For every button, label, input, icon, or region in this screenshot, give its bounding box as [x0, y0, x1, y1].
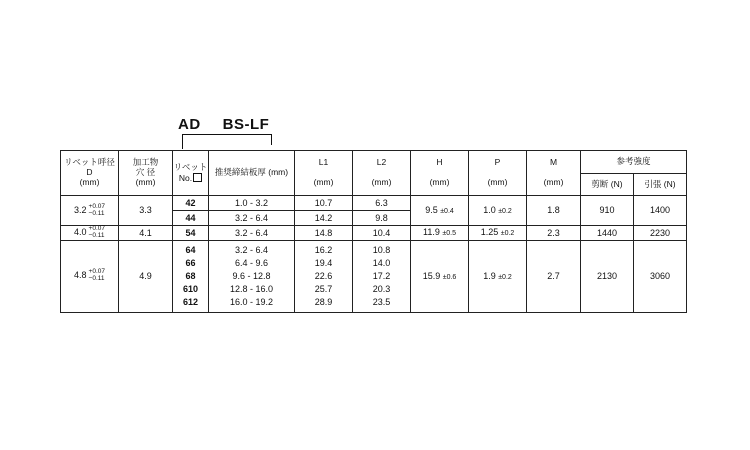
hole-cell: 3.3	[119, 196, 173, 226]
header-p: P (mm)	[469, 151, 527, 196]
grip-cell: 3.2 - 6.4 6.4 - 9.6 9.6 - 12.8 12.8 - 16.0 16.0 - 19.2	[209, 240, 295, 312]
p-cell: 1.0 ±0.2	[469, 196, 527, 226]
grip-cell: 3.2 - 6.4	[209, 211, 295, 226]
grip-cell: 1.0 - 3.2	[209, 196, 295, 211]
header-l1: L1 (mm)	[295, 151, 353, 196]
table-row	[61, 196, 687, 211]
p-cell: 1.9 ±0.2	[469, 240, 527, 312]
l1-cell: 10.7	[295, 196, 353, 211]
table-row	[61, 240, 687, 312]
l2-cell: 6.3	[353, 196, 411, 211]
diameter-cell: 4.0 +0.07 −0.11	[61, 226, 119, 241]
m-cell: 1.8	[527, 196, 581, 226]
hole-cell: 4.1	[119, 226, 173, 241]
header-hole: 加工物 穴 径 (mm)	[119, 151, 173, 196]
table-row	[61, 226, 687, 241]
l1-cell: 16.2 19.4 22.6 25.7 28.9	[295, 240, 353, 312]
header-shear: 剪断 (N)	[581, 174, 634, 196]
title-suffix: BS-LF	[222, 116, 270, 133]
header-grip: 推奨締結板厚 (mm)	[209, 151, 295, 196]
header-m: M (mm)	[527, 151, 581, 196]
diameter-cell: 4.8 +0.07 −0.11	[61, 240, 119, 312]
title-bracket	[182, 134, 272, 149]
tensile-cell: 1400	[634, 196, 687, 226]
rivet-no-cell: 42	[173, 196, 209, 211]
h-cell: 11.9 ±0.5	[411, 226, 469, 241]
product-title	[178, 116, 269, 133]
p-cell: 1.25 ±0.2	[469, 226, 527, 241]
l1-cell: 14.8	[295, 226, 353, 241]
header-strength: 参考強度	[581, 151, 687, 174]
shear-cell: 910	[581, 196, 634, 226]
box-symbol-icon	[193, 173, 202, 182]
rivet-no-cell: 54	[173, 226, 209, 241]
tensile-cell: 2230	[634, 226, 687, 241]
header-rivet-no: リベット No.	[173, 151, 209, 196]
l1-cell: 14.2	[295, 211, 353, 226]
hole-cell: 4.9	[119, 240, 173, 312]
shear-cell: 1440	[581, 226, 634, 241]
header-h: H (mm)	[411, 151, 469, 196]
m-cell: 2.7	[527, 240, 581, 312]
l2-cell: 10.4	[353, 226, 411, 241]
grip-cell: 3.2 - 6.4	[209, 226, 295, 241]
header-l2: L2 (mm)	[353, 151, 411, 196]
rivet-no-cell: 44	[173, 211, 209, 226]
h-cell: 15.9 ±0.6	[411, 240, 469, 312]
title-prefix: AD	[178, 116, 201, 133]
l2-cell: 9.8	[353, 211, 411, 226]
header-tensile: 引張 (N)	[634, 174, 687, 196]
h-cell: 9.5 ±0.4	[411, 196, 469, 226]
l2-cell: 10.8 14.0 17.2 20.3 23.5	[353, 240, 411, 312]
tensile-cell: 3060	[634, 240, 687, 312]
m-cell: 2.3	[527, 226, 581, 241]
shear-cell: 2130	[581, 240, 634, 312]
rivet-no-cell: 64 66 68 610 612	[173, 240, 209, 312]
diameter-cell: 3.2 +0.07 −0.11	[61, 196, 119, 226]
header-diameter: リベット呼径 D (mm)	[61, 151, 119, 196]
rivet-spec-table	[60, 150, 687, 313]
